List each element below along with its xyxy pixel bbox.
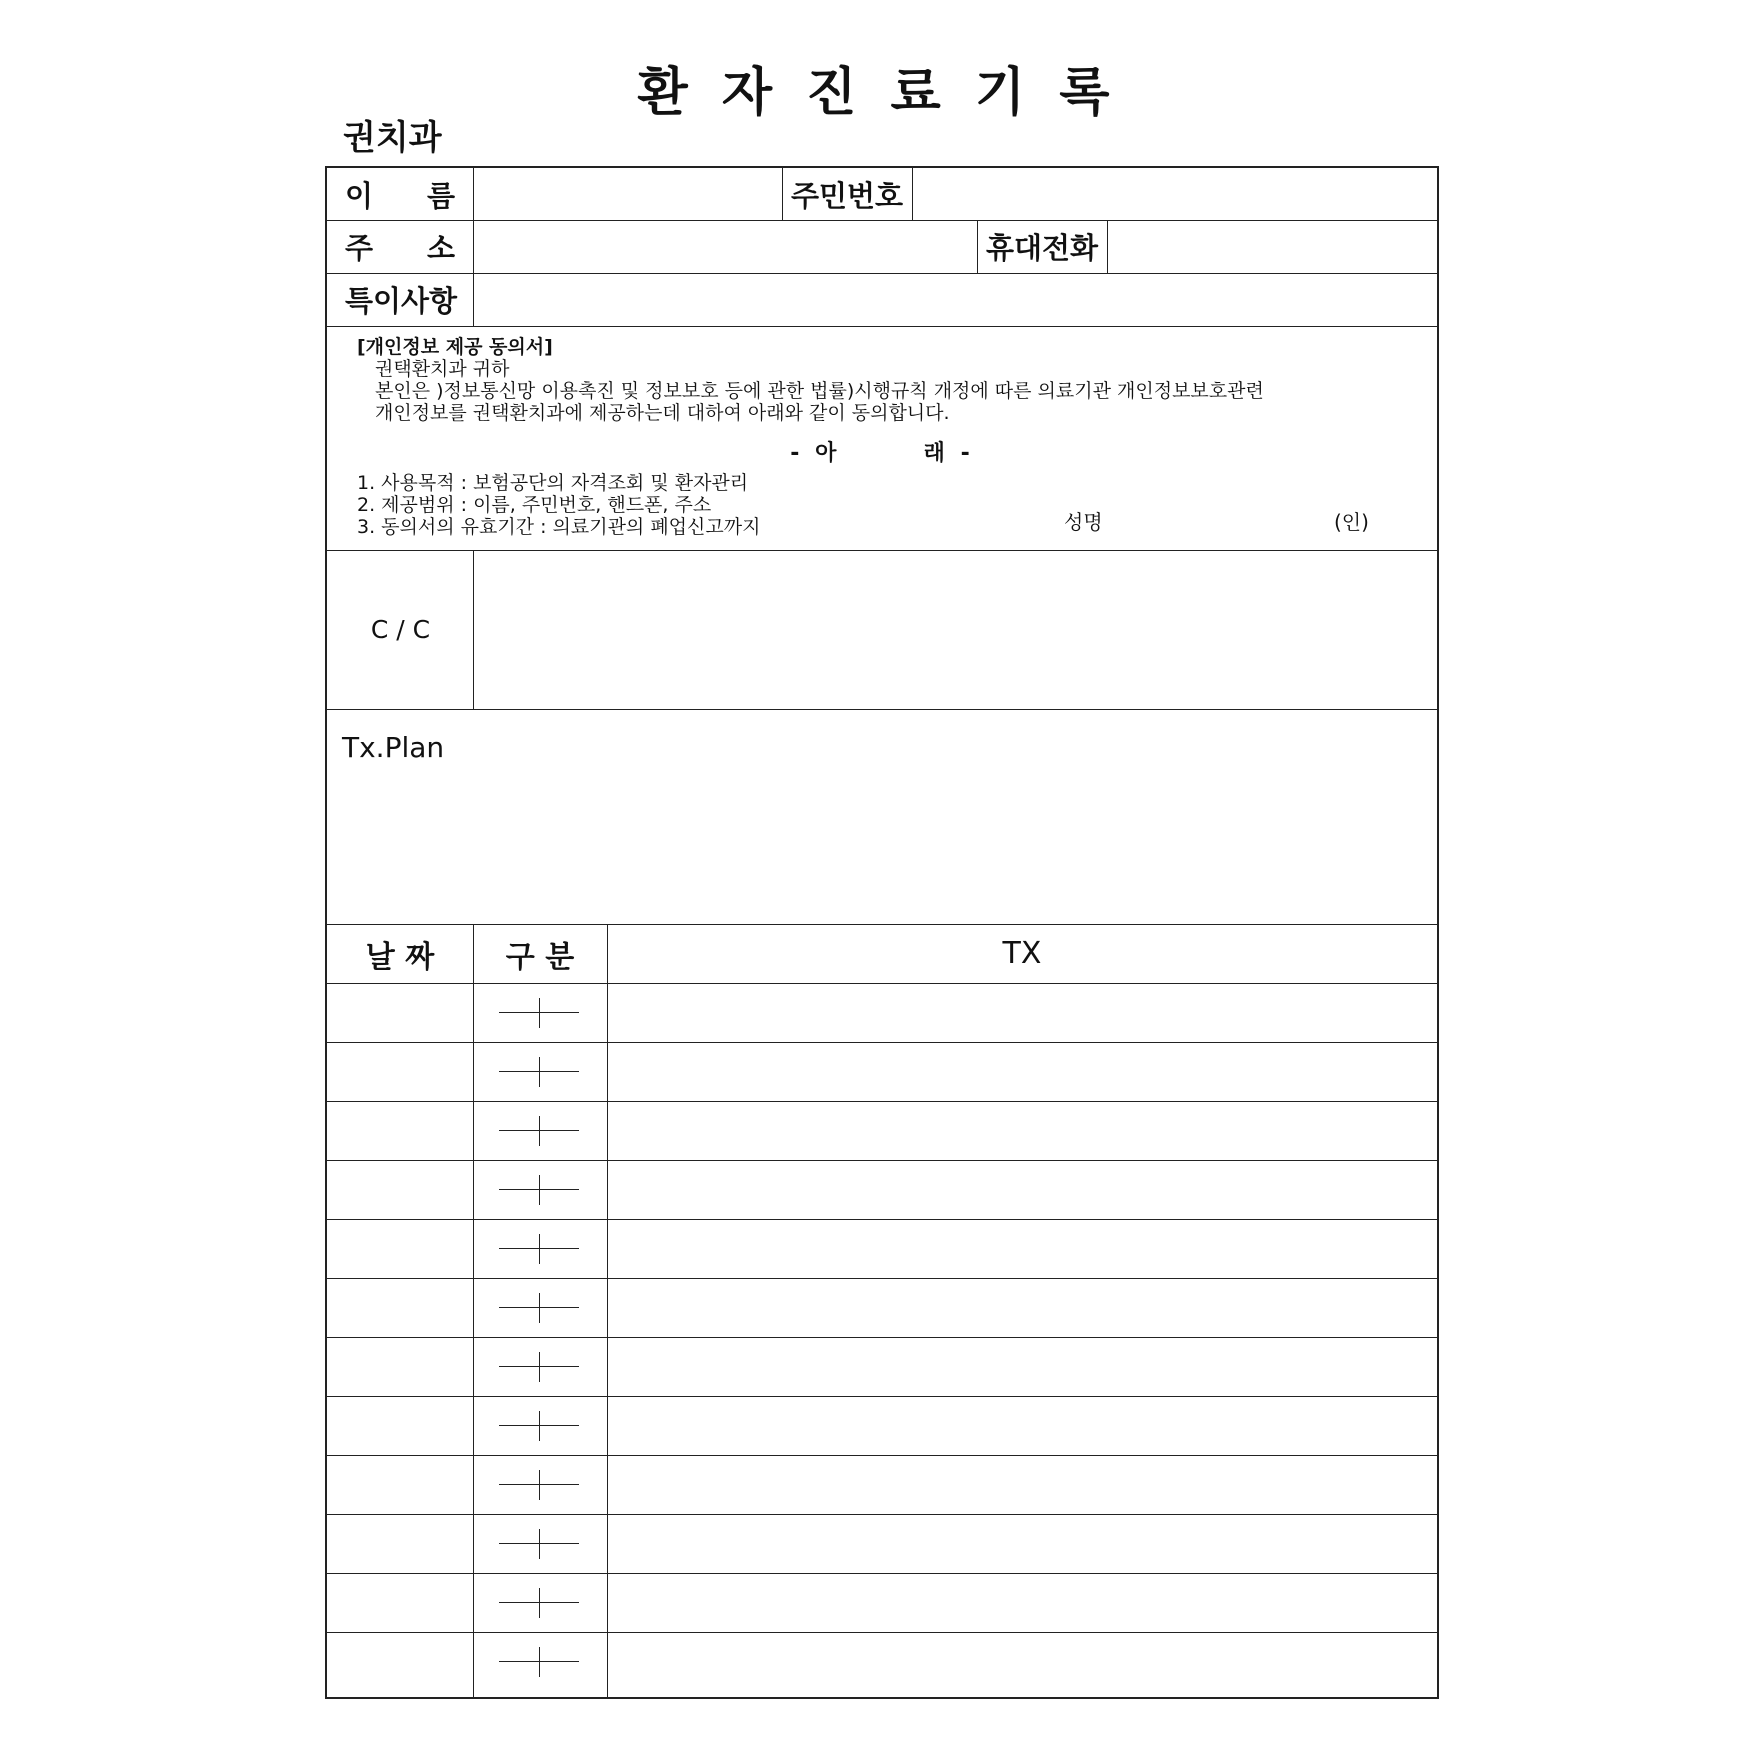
- tx-plan-label: Tx.Plan: [342, 731, 445, 764]
- seal-label[interactable]: (인): [1334, 510, 1369, 534]
- consent-text: [357, 336, 1264, 424]
- arae-part: - 아: [790, 441, 841, 466]
- divider: [327, 1632, 1437, 1633]
- divider: [327, 1396, 1437, 1397]
- phone-label: 휴대전화: [985, 231, 1099, 265]
- consent-addressee: 권택환치과 귀하: [375, 358, 510, 380]
- consent-arae-heading: [327, 436, 1437, 467]
- address-label: [345, 220, 455, 273]
- divider: [327, 1337, 1437, 1338]
- chief-complaint-label: C / C: [370, 615, 431, 644]
- tooth-cross-icon[interactable]: [499, 1588, 579, 1618]
- consent-item: 1. 사용목적 : 보험공단의 자격조회 및 환자관리: [357, 472, 749, 494]
- divider: [327, 1042, 1437, 1043]
- consent-body-line: 본인은 )정보통신망 이용촉진 및 정보보호 등에 관한 법률)시행규칙 개정에 따른 의료기관 개인정보보호관련: [375, 380, 1264, 402]
- tooth-cross-icon[interactable]: [499, 1234, 579, 1264]
- divider: [327, 1219, 1437, 1220]
- consent-item: 3. 동의서의 유효기간 : 의료기관의 폐업신고까지: [357, 516, 761, 538]
- consent-body-line: 개인정보를 권택환치과에 제공하는데 대하여 아래와 같이 동의합니다.: [375, 402, 950, 424]
- divider: [473, 924, 474, 1697]
- clinic-name: 권치과: [343, 118, 442, 158]
- consent-item: 2. 제공범위 : 이름, 주민번호, 핸드폰, 주소: [357, 494, 712, 516]
- resident-number-label: 주민번호: [790, 178, 904, 213]
- tx-header: TX: [1002, 936, 1042, 971]
- tooth-cross-icon[interactable]: [499, 1352, 579, 1382]
- tx-plan-field[interactable]: [327, 768, 1437, 918]
- divider: [327, 1278, 1437, 1279]
- tooth-cross-icon[interactable]: [499, 1470, 579, 1500]
- address-label-part: 소: [426, 231, 455, 265]
- address-field[interactable]: [473, 220, 977, 273]
- tooth-cross-icon[interactable]: [499, 1175, 579, 1205]
- phone-field[interactable]: [1107, 220, 1437, 273]
- divider: [327, 709, 1437, 710]
- address-label-part: 주: [345, 231, 374, 265]
- notes-label: 특이사항: [345, 284, 458, 318]
- document-title: 환 자 진 료 기 록: [637, 63, 1118, 123]
- tooth-cross-icon[interactable]: [499, 1057, 579, 1087]
- name-label-part: 름: [426, 178, 455, 213]
- tooth-cross-icon[interactable]: [499, 998, 579, 1028]
- date-header: 날 짜: [365, 939, 435, 975]
- tooth-cross-icon[interactable]: [499, 1529, 579, 1559]
- divider: [327, 1101, 1437, 1102]
- consent-items: [357, 472, 760, 538]
- category-header: 구 분: [505, 939, 575, 975]
- consent-section: [327, 326, 1437, 550]
- name-label-part: 이: [345, 178, 374, 213]
- arae-part: 래 -: [923, 441, 974, 466]
- divider: [327, 1573, 1437, 1574]
- patient-record-form: [325, 166, 1439, 1699]
- divider: [327, 1514, 1437, 1515]
- resident-number-field[interactable]: [912, 168, 1437, 220]
- tooth-cross-icon[interactable]: [499, 1293, 579, 1323]
- notes-field[interactable]: [473, 273, 1437, 326]
- divider: [327, 1160, 1437, 1161]
- divider: [607, 924, 608, 1697]
- consent-heading: [개인정보 제공 동의서]: [357, 336, 553, 358]
- tooth-cross-icon[interactable]: [499, 1411, 579, 1441]
- chief-complaint-field[interactable]: [473, 550, 1437, 709]
- divider: [327, 1455, 1437, 1456]
- signature-label: 성명: [1064, 510, 1103, 534]
- name-label: [345, 168, 455, 220]
- name-field[interactable]: [473, 168, 782, 220]
- tooth-cross-icon[interactable]: [499, 1116, 579, 1146]
- tooth-cross-icon[interactable]: [499, 1647, 579, 1677]
- divider: [327, 983, 1437, 984]
